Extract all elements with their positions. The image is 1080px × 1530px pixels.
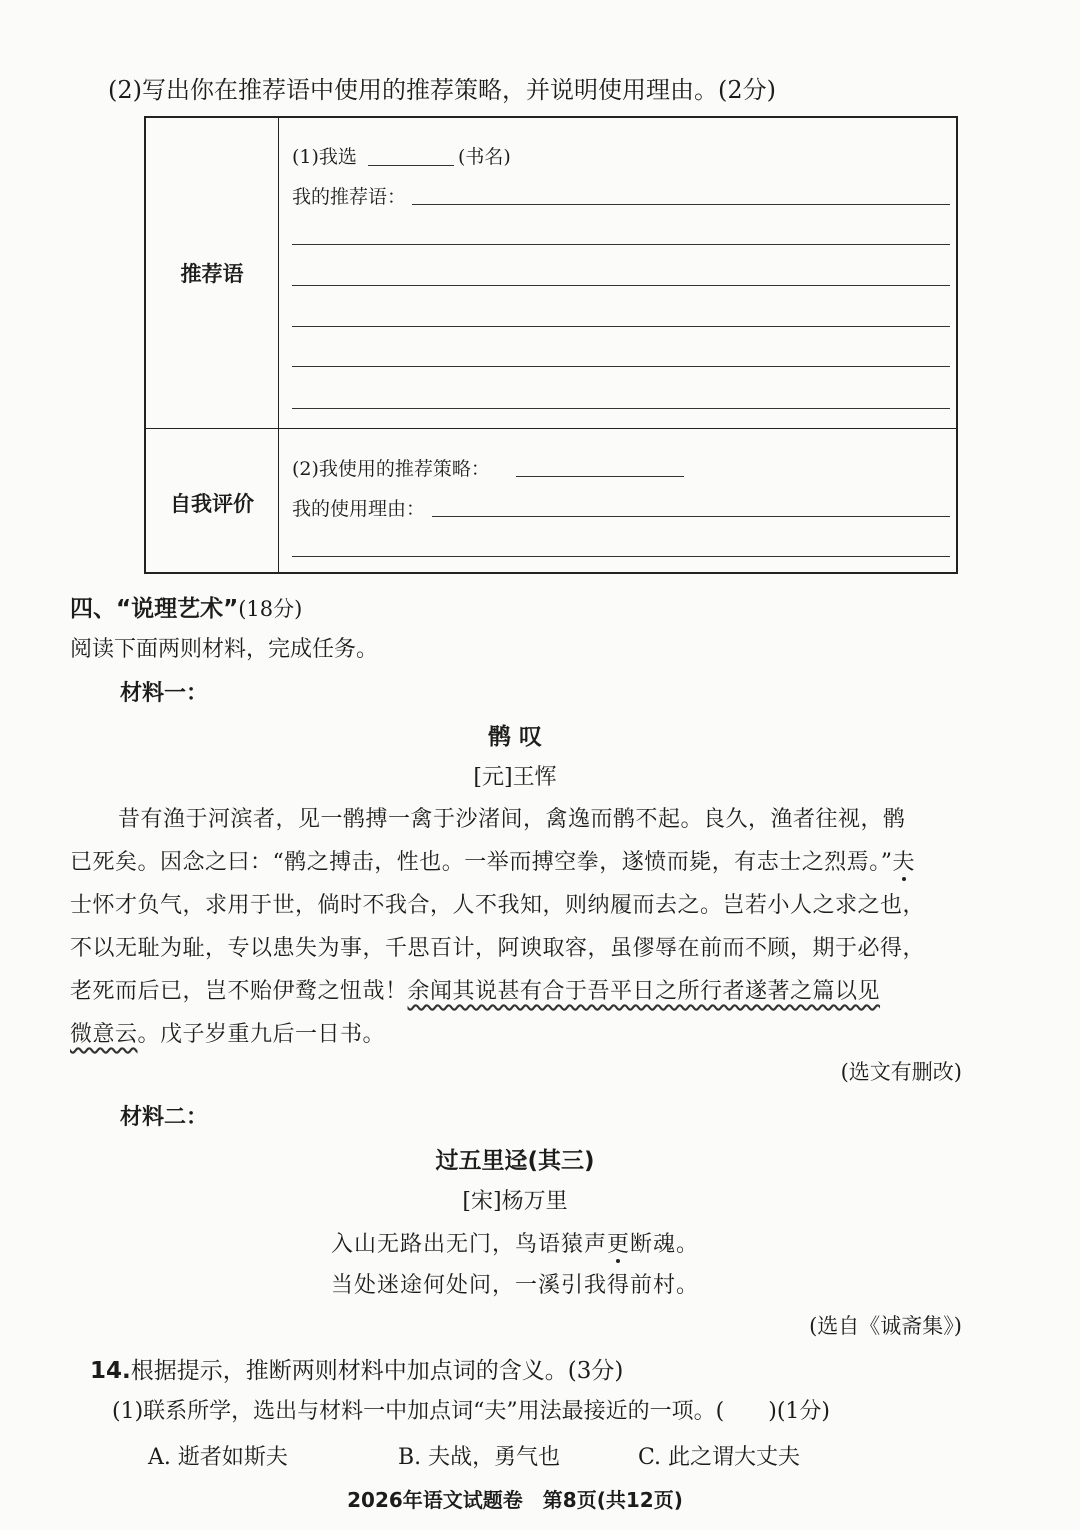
- book-select-label: (1)我选: [292, 146, 357, 168]
- material-2-author: [宋]杨万里: [462, 1189, 568, 1214]
- section-4-instruction: 阅读下面两则材料，完成任务。: [70, 637, 379, 662]
- book-name-blank[interactable]: [368, 165, 454, 166]
- question-14-text: 根据提示，推断两则材料中加点词的含义。(3分): [130, 1358, 624, 1384]
- material-2-source: (选自《诚斋集》): [809, 1314, 962, 1338]
- answer-line[interactable]: [292, 556, 950, 557]
- table-column-divider: [278, 118, 279, 572]
- prose-line: 士怀才负气，求用于世，倘时不我合，人不我知，则纳履而去之。岂若小人之求之也，: [70, 893, 926, 918]
- poem-line-text: 断魂。: [630, 1232, 700, 1257]
- table-row-divider: [146, 428, 956, 429]
- section-4-score: (18分): [238, 597, 303, 621]
- wavy-underlined-sentence-end: 微意云: [70, 1022, 138, 1047]
- material-1-title: 鹘 叹: [487, 724, 542, 750]
- answer-line[interactable]: [292, 244, 950, 245]
- material-2-title: 过五里迳(其三): [435, 1148, 595, 1174]
- material-1-source: (选文有删改): [840, 1060, 962, 1084]
- recommendation-table: [144, 116, 958, 574]
- option-a[interactable]: A. 逝者如斯夫: [148, 1445, 288, 1470]
- poem-line: 当处迷途何处问，一溪引我得前村。: [330, 1273, 699, 1298]
- prose-line: [70, 845, 966, 876]
- strategy-blank[interactable]: [516, 476, 684, 477]
- row-label-recommendation: 推荐语: [180, 262, 244, 286]
- answer-line[interactable]: [292, 285, 950, 286]
- answer-line[interactable]: [292, 408, 950, 409]
- prose-line: [70, 1017, 966, 1048]
- material-2-label: 材料二：: [120, 1105, 209, 1130]
- answer-line[interactable]: [292, 326, 950, 327]
- poem-line-text: 入山无路出无门，鸟语猿声: [330, 1232, 607, 1257]
- dotted-word-fu: 夫: [892, 850, 916, 875]
- poem-line: [0, 1227, 1030, 1258]
- prose-line-text: 。戊子岁重九后一日书。: [137, 1022, 386, 1047]
- row-label-self-evaluation: 自我评价: [170, 492, 254, 516]
- page-footer: 2026年语文试题卷 第8页(共12页): [347, 1488, 683, 1512]
- question-14: [90, 1352, 623, 1385]
- strategy-label: (2)我使用的推荐策略：: [292, 458, 490, 480]
- question-14-number: 14.: [90, 1358, 131, 1384]
- prose-line-text: 老死而后已，岂不贻伊鹜之忸哉！: [70, 979, 408, 1004]
- material-1-author: [元]王恽: [473, 765, 557, 790]
- prose-line-text: 已死矣。因念之曰：“鹘之搏击，性也。一举而搏空拳，遂愤而毙，有志士之烈焉。”: [70, 850, 893, 875]
- question-14-sub-1: (1)联系所学，选出与材料一中加点词“夫”用法最接近的一项。( )(1分): [112, 1399, 830, 1424]
- section-4-heading: [70, 590, 302, 623]
- answer-line[interactable]: [412, 204, 950, 205]
- book-name-hint: (书名): [458, 146, 511, 168]
- material-1-label: 材料一：: [120, 681, 209, 706]
- option-c[interactable]: C. 此之谓大丈夫: [638, 1445, 801, 1470]
- prose-line: [70, 974, 966, 1005]
- prose-line: 昔有渔于河滨者，见一鹘搏一禽于沙渚间，禽逸而鹘不起。良久，渔者往视，鹘: [118, 807, 906, 832]
- prose-line: 不以无耻为耻，专以患失为事，千思百计，阿谀取容，虽僇辱在前而不顾，期于必得，: [70, 936, 926, 961]
- answer-line[interactable]: [432, 516, 950, 517]
- option-b[interactable]: B. 夫战，勇气也: [398, 1445, 561, 1470]
- recommendation-label: 我的推荐语：: [292, 186, 407, 208]
- section-4-title: 四、“说理艺术”: [70, 596, 239, 622]
- question-2-prompt: (2)写出你在推荐语中使用的推荐策略，并说明使用理由。(2分): [108, 76, 776, 104]
- dotted-word-geng: 更: [606, 1232, 630, 1257]
- answer-line[interactable]: [292, 366, 950, 367]
- reason-label: 我的使用理由：: [292, 498, 426, 520]
- wavy-underlined-sentence: 余闻其说甚有合于吾平日之所行者遂著之篇以见: [407, 979, 881, 1004]
